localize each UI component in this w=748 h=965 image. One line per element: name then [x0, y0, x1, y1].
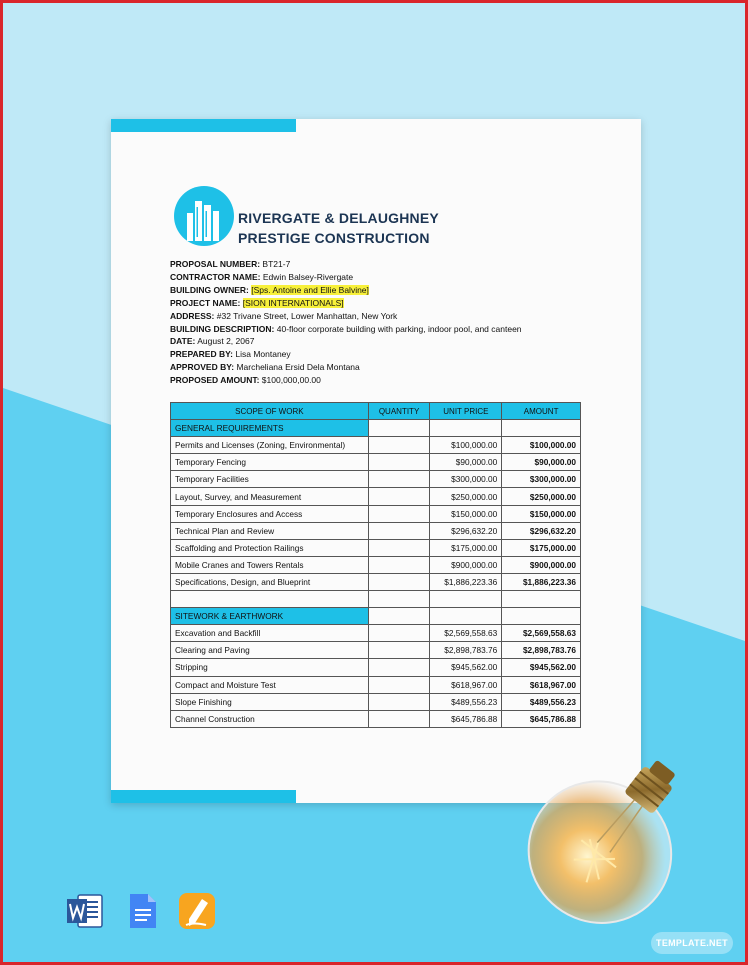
section-title: SITEWORK & EARTHWORK — [171, 608, 369, 625]
info-label: BUILDING DESCRIPTION: — [170, 323, 275, 334]
building-logo-icon — [173, 185, 235, 247]
amount-cell — [502, 591, 581, 608]
empty-cell — [502, 420, 581, 437]
quantity-cell — [368, 539, 430, 556]
info-value: [SION INTERNATIONALS] — [242, 297, 344, 308]
info-value: BT21-7 — [262, 259, 291, 269]
scope-cell: Channel Construction — [171, 710, 369, 727]
info-label: PREPARED BY: — [170, 349, 233, 360]
info-value: August 2, 2067 — [197, 336, 255, 347]
amount-cell: $1,886,223.36 — [502, 573, 581, 590]
quantity-cell — [368, 437, 430, 454]
quantity-cell — [368, 642, 430, 659]
amount-cell: $489,556.23 — [502, 693, 581, 710]
amount-cell: $618,967.00 — [502, 676, 581, 693]
scope-cell: Permits and Licenses (Zoning, Environmental) — [171, 437, 369, 454]
scope-cell: Mobile Cranes and Towers Rentals — [171, 556, 369, 573]
info-label: PROPOSAL NUMBER: — [170, 259, 261, 269]
info-label: PROJECT NAME: — [170, 297, 241, 308]
template-net-badge[interactable]: TEMPLATE.NET — [651, 932, 733, 954]
table-row — [171, 556, 581, 573]
company-name — [238, 208, 439, 248]
google-docs-icon[interactable] — [123, 892, 161, 930]
scope-cell: Technical Plan and Review — [171, 522, 369, 539]
empty-cell — [430, 420, 502, 437]
table-row — [171, 522, 581, 539]
table-row — [171, 539, 581, 556]
info-value: $100,000,00.00 — [261, 375, 321, 386]
company-name-line1: RIVERGATE & DELAUGHNEY — [238, 210, 439, 226]
unit-price-cell: $150,000.00 — [430, 505, 502, 522]
table-row — [171, 642, 581, 659]
scope-cell: Clearing and Paving — [171, 642, 369, 659]
amount-cell: $100,000.00 — [502, 437, 581, 454]
scope-cell: Excavation and Backfill — [171, 625, 369, 642]
unit-price-cell: $2,898,783.76 — [430, 642, 502, 659]
header-unit-price: UNIT PRICE — [430, 403, 502, 420]
quantity-cell — [368, 676, 430, 693]
info-line — [170, 323, 522, 336]
unit-price-cell: $175,000.00 — [430, 539, 502, 556]
section-header-row — [171, 420, 581, 437]
quantity-cell — [368, 591, 430, 608]
scope-cell — [171, 591, 369, 608]
info-value: Lisa Montaney — [235, 349, 291, 360]
bottom-accent-bar — [111, 790, 296, 803]
section-header-row — [171, 608, 581, 625]
top-accent-bar — [111, 119, 296, 132]
info-line — [170, 258, 522, 271]
amount-cell: $645,786.88 — [502, 710, 581, 727]
amount-cell: $296,632.20 — [502, 522, 581, 539]
scope-cell: Temporary Facilities — [171, 471, 369, 488]
quantity-cell — [368, 522, 430, 539]
quantity-cell — [368, 471, 430, 488]
table-row — [171, 488, 581, 505]
info-label: DATE: — [170, 336, 196, 347]
proposal-document — [111, 119, 641, 803]
info-line — [170, 335, 522, 348]
table-header-row — [171, 403, 581, 420]
quantity-cell — [368, 488, 430, 505]
info-label: ADDRESS: — [170, 310, 215, 321]
info-label: BUILDING OWNER: — [170, 284, 249, 295]
proposal-info — [170, 258, 522, 387]
table-row — [171, 659, 581, 676]
light-bulb-icon — [511, 738, 711, 938]
table-row — [171, 505, 581, 522]
unit-price-cell: $945,562.00 — [430, 659, 502, 676]
table-row — [171, 437, 581, 454]
amount-cell: $300,000.00 — [502, 471, 581, 488]
header-quantity: QUANTITY — [368, 403, 430, 420]
unit-price-cell: $296,632.20 — [430, 522, 502, 539]
quantity-cell — [368, 573, 430, 590]
info-line — [170, 361, 522, 374]
table-row — [171, 573, 581, 590]
unit-price-cell: $2,569,558.63 — [430, 625, 502, 642]
scope-cell: Temporary Fencing — [171, 454, 369, 471]
scope-cell: Layout, Survey, and Measurement — [171, 488, 369, 505]
scope-of-work-table — [170, 402, 581, 728]
table-row — [171, 454, 581, 471]
unit-price-cell: $1,886,223.36 — [430, 573, 502, 590]
info-line — [170, 374, 522, 387]
table-row — [171, 676, 581, 693]
info-value: #32 Trivane Street, Lower Manhattan, New York — [216, 310, 398, 321]
quantity-cell — [368, 454, 430, 471]
info-value: [Sps. Antoine and Ellie Balvine] — [251, 284, 369, 295]
info-label: CONTRACTOR NAME: — [170, 271, 261, 282]
quantity-cell — [368, 693, 430, 710]
info-value: Edwin Balsey-Rivergate — [262, 271, 354, 282]
quantity-cell — [368, 556, 430, 573]
unit-price-cell: $90,000.00 — [430, 454, 502, 471]
info-label: APPROVED BY: — [170, 362, 235, 373]
info-line — [170, 297, 522, 310]
scope-cell: Specifications, Design, and Blueprint — [171, 573, 369, 590]
scope-cell: Slope Finishing — [171, 693, 369, 710]
unit-price-cell: $900,000.00 — [430, 556, 502, 573]
unit-price-cell: $645,786.88 — [430, 710, 502, 727]
empty-cell — [368, 608, 430, 625]
scope-cell: Temporary Enclosures and Access — [171, 505, 369, 522]
section-title: GENERAL REQUIREMENTS — [171, 420, 369, 437]
unit-price-cell: $300,000.00 — [430, 471, 502, 488]
amount-cell: $250,000.00 — [502, 488, 581, 505]
table-row — [171, 710, 581, 727]
unit-price-cell — [430, 591, 502, 608]
amount-cell: $2,898,783.76 — [502, 642, 581, 659]
word-icon[interactable] — [66, 892, 104, 930]
amount-cell: $2,569,558.63 — [502, 625, 581, 642]
header-amount: AMOUNT — [502, 403, 581, 420]
info-line — [170, 271, 522, 284]
quantity-cell — [368, 710, 430, 727]
scope-cell: Compact and Moisture Test — [171, 676, 369, 693]
table-row — [171, 591, 581, 608]
empty-cell — [502, 608, 581, 625]
table-row — [171, 693, 581, 710]
table-row — [171, 625, 581, 642]
header-scope: SCOPE OF WORK — [171, 403, 369, 420]
table-row — [171, 471, 581, 488]
pages-icon[interactable] — [178, 892, 216, 930]
scope-cell: Scaffolding and Protection Railings — [171, 539, 369, 556]
empty-cell — [368, 420, 430, 437]
unit-price-cell: $250,000.00 — [430, 488, 502, 505]
info-line — [170, 284, 522, 297]
quantity-cell — [368, 625, 430, 642]
quantity-cell — [368, 659, 430, 676]
info-label: PROPOSED AMOUNT: — [170, 375, 260, 386]
unit-price-cell: $618,967.00 — [430, 676, 502, 693]
amount-cell: $175,000.00 — [502, 539, 581, 556]
amount-cell: $90,000.00 — [502, 454, 581, 471]
empty-cell — [430, 608, 502, 625]
info-value: Marcheliana Ersid Dela Montana — [236, 362, 360, 373]
unit-price-cell: $489,556.23 — [430, 693, 502, 710]
amount-cell: $945,562.00 — [502, 659, 581, 676]
info-line — [170, 348, 522, 361]
company-name-line2: PRESTIGE CONSTRUCTION — [238, 230, 430, 246]
amount-cell: $900,000.00 — [502, 556, 581, 573]
info-value: 40-floor corporate building with parking, indoor pool, and canteen — [276, 323, 522, 334]
scope-cell: Stripping — [171, 659, 369, 676]
info-line — [170, 310, 522, 323]
amount-cell: $150,000.00 — [502, 505, 581, 522]
unit-price-cell: $100,000.00 — [430, 437, 502, 454]
quantity-cell — [368, 505, 430, 522]
